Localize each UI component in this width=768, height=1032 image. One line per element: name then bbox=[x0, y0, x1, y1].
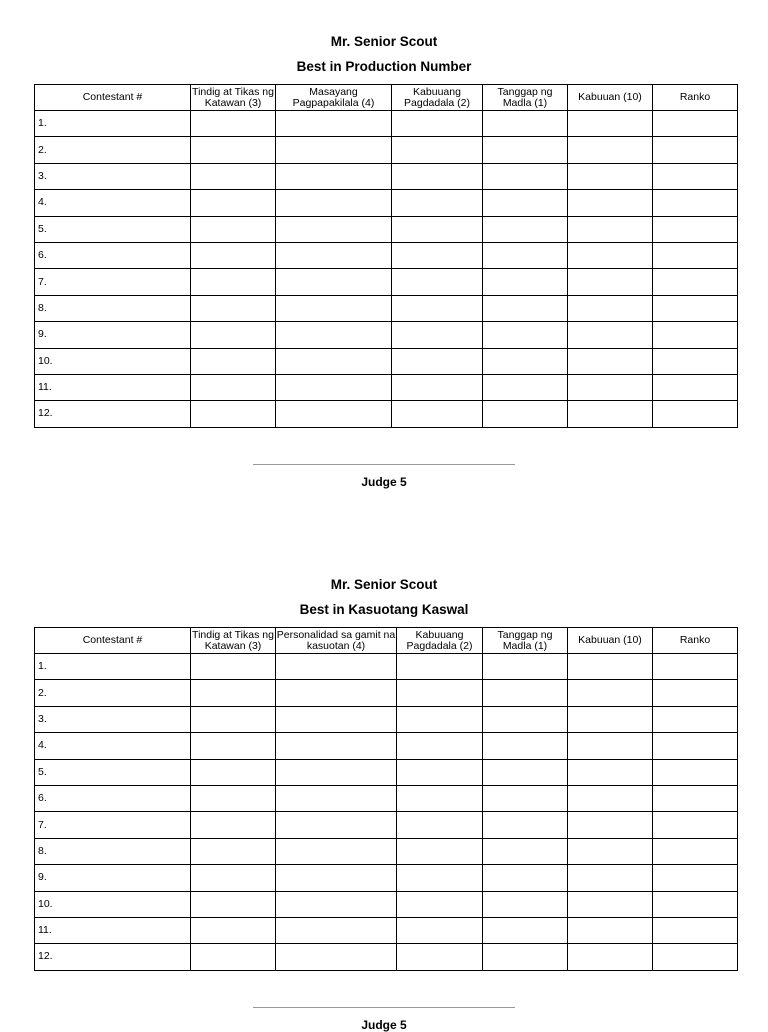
score-cell[interactable] bbox=[191, 348, 276, 374]
contestant-number: 4. bbox=[35, 190, 191, 216]
score-cell[interactable] bbox=[653, 680, 738, 706]
score-cell[interactable] bbox=[276, 190, 392, 216]
score-cell[interactable] bbox=[397, 680, 483, 706]
score-cell[interactable] bbox=[568, 917, 653, 943]
score-cell[interactable] bbox=[653, 111, 738, 137]
sheet-subtitle: Best in Production Number bbox=[296, 59, 472, 74]
score-cell[interactable] bbox=[397, 917, 483, 943]
score-cell[interactable] bbox=[483, 944, 568, 970]
contestant-number: 6. bbox=[35, 242, 191, 268]
score-cell[interactable] bbox=[191, 137, 276, 163]
score-cell[interactable] bbox=[397, 706, 483, 732]
table-header-row bbox=[35, 85, 738, 111]
score-cell[interactable] bbox=[568, 812, 653, 838]
score-cell[interactable] bbox=[276, 944, 397, 970]
score-cell[interactable] bbox=[397, 785, 483, 811]
table-row bbox=[35, 190, 738, 216]
score-cell[interactable] bbox=[483, 680, 568, 706]
score-cell[interactable] bbox=[276, 680, 397, 706]
score-cell[interactable] bbox=[191, 680, 276, 706]
score-cell[interactable] bbox=[483, 865, 568, 891]
score-cell[interactable] bbox=[397, 865, 483, 891]
contestant-number: 2. bbox=[35, 680, 191, 706]
score-cell[interactable] bbox=[568, 295, 653, 321]
table-row bbox=[35, 838, 738, 864]
score-cell[interactable] bbox=[392, 295, 483, 321]
contestant-number: 5. bbox=[35, 759, 191, 785]
contestant-number: 4. bbox=[35, 733, 191, 759]
score-cell[interactable] bbox=[397, 812, 483, 838]
score-cell[interactable] bbox=[568, 190, 653, 216]
score-cell[interactable] bbox=[276, 374, 392, 400]
score-cell[interactable] bbox=[653, 348, 738, 374]
contestant-number: 5. bbox=[35, 216, 191, 242]
score-cell[interactable] bbox=[276, 163, 392, 189]
score-cell[interactable] bbox=[653, 216, 738, 242]
contestant-number: 8. bbox=[35, 295, 191, 321]
score-cell[interactable] bbox=[191, 654, 276, 680]
table-row bbox=[35, 759, 738, 785]
contestant-number: 1. bbox=[35, 111, 191, 137]
score-cell[interactable] bbox=[653, 733, 738, 759]
contestant-number: 7. bbox=[35, 269, 191, 295]
table-row bbox=[35, 654, 738, 680]
score-cell[interactable] bbox=[276, 812, 397, 838]
score-cell[interactable] bbox=[392, 111, 483, 137]
score-cell[interactable] bbox=[392, 374, 483, 400]
judge-label: Judge 5 bbox=[361, 475, 407, 489]
table-row bbox=[35, 706, 738, 732]
column-header: Kabuuang Pagdadala (2) bbox=[392, 85, 483, 111]
column-header: Tanggap ng Madla (1) bbox=[483, 85, 568, 111]
score-cell[interactable] bbox=[483, 785, 568, 811]
score-cell[interactable] bbox=[653, 322, 738, 348]
score-cell[interactable] bbox=[276, 111, 392, 137]
score-cell[interactable] bbox=[568, 401, 653, 427]
score-cell[interactable] bbox=[483, 917, 568, 943]
score-cell[interactable] bbox=[653, 812, 738, 838]
sheet-title: Mr. Senior Scout bbox=[330, 34, 438, 49]
score-cell[interactable] bbox=[276, 322, 392, 348]
contestant-number: 3. bbox=[35, 163, 191, 189]
score-cell[interactable] bbox=[568, 242, 653, 268]
score-cell[interactable] bbox=[568, 163, 653, 189]
contestant-number: 12. bbox=[35, 401, 191, 427]
score-cell[interactable] bbox=[397, 891, 483, 917]
score-cell[interactable] bbox=[397, 838, 483, 864]
score-cell[interactable] bbox=[483, 812, 568, 838]
score-cell[interactable] bbox=[392, 137, 483, 163]
table-row bbox=[35, 917, 738, 943]
score-cell[interactable] bbox=[483, 216, 568, 242]
score-cell[interactable] bbox=[276, 654, 397, 680]
score-cell[interactable] bbox=[191, 322, 276, 348]
score-cell[interactable] bbox=[568, 322, 653, 348]
score-cell[interactable] bbox=[653, 190, 738, 216]
column-header: Kabuuan (10) bbox=[568, 85, 653, 111]
table-row bbox=[35, 374, 738, 400]
score-cell[interactable] bbox=[568, 733, 653, 759]
score-cell[interactable] bbox=[568, 111, 653, 137]
table-row bbox=[35, 163, 738, 189]
score-cell[interactable] bbox=[276, 917, 397, 943]
table-row bbox=[35, 401, 738, 427]
contestant-number: 10. bbox=[35, 891, 191, 917]
score-cell[interactable] bbox=[397, 759, 483, 785]
score-cell[interactable] bbox=[191, 242, 276, 268]
column-header: Ranko bbox=[653, 628, 738, 654]
score-cell[interactable] bbox=[397, 944, 483, 970]
score-cell[interactable] bbox=[191, 838, 276, 864]
score-cell[interactable] bbox=[276, 733, 397, 759]
contestant-number: 12. bbox=[35, 944, 191, 970]
column-header: Personalidad sa gamit na kasuotan (4) bbox=[276, 628, 396, 652]
column-header: Ranko bbox=[653, 85, 738, 111]
score-cell[interactable] bbox=[568, 891, 653, 917]
score-cell[interactable] bbox=[483, 242, 568, 268]
score-cell[interactable] bbox=[653, 163, 738, 189]
score-cell[interactable] bbox=[191, 401, 276, 427]
score-cell[interactable] bbox=[568, 680, 653, 706]
score-cell[interactable] bbox=[191, 269, 276, 295]
signature-line bbox=[253, 464, 515, 465]
table-row bbox=[35, 111, 738, 137]
score-cell[interactable] bbox=[568, 216, 653, 242]
score-cell[interactable] bbox=[191, 111, 276, 137]
score-cell[interactable] bbox=[191, 216, 276, 242]
sheet-title: Mr. Senior Scout bbox=[330, 577, 438, 592]
score-cell[interactable] bbox=[483, 163, 568, 189]
score-cell[interactable] bbox=[568, 865, 653, 891]
score-cell[interactable] bbox=[653, 374, 738, 400]
contestant-number: 11. bbox=[35, 917, 191, 943]
score-cell[interactable] bbox=[653, 785, 738, 811]
contestant-number: 9. bbox=[35, 865, 191, 891]
score-cell[interactable] bbox=[191, 733, 276, 759]
table-row bbox=[35, 295, 738, 321]
score-cell[interactable] bbox=[568, 838, 653, 864]
score-cell[interactable] bbox=[276, 865, 397, 891]
score-cell[interactable] bbox=[483, 137, 568, 163]
table-row bbox=[35, 891, 738, 917]
table-row bbox=[35, 680, 738, 706]
score-cell[interactable] bbox=[483, 401, 568, 427]
score-cell[interactable] bbox=[191, 785, 276, 811]
contestant-number: 9. bbox=[35, 322, 191, 348]
column-header: Masayang Pagpapakilala (4) bbox=[276, 85, 392, 111]
score-cell[interactable] bbox=[276, 269, 392, 295]
score-cell[interactable] bbox=[191, 865, 276, 891]
table-row bbox=[35, 812, 738, 838]
sheet-subtitle: Best in Kasuotang Kaswal bbox=[299, 602, 469, 617]
column-header: Tindig at Tikas ng Katawan (3) bbox=[192, 628, 274, 652]
table-row bbox=[35, 322, 738, 348]
score-cell[interactable] bbox=[191, 163, 276, 189]
score-cell[interactable] bbox=[483, 190, 568, 216]
contestant-number: 2. bbox=[35, 137, 191, 163]
score-cell[interactable] bbox=[392, 269, 483, 295]
score-cell[interactable] bbox=[568, 759, 653, 785]
score-cell[interactable] bbox=[483, 374, 568, 400]
contestant-number: 11. bbox=[35, 374, 191, 400]
column-header: Contestant # bbox=[35, 628, 191, 654]
score-cell[interactable] bbox=[392, 401, 483, 427]
column-header: Tanggap ng Madla (1) bbox=[483, 628, 568, 654]
contestant-number: 1. bbox=[35, 654, 191, 680]
judge-label: Judge 5 bbox=[361, 1018, 407, 1032]
table-row bbox=[35, 216, 738, 242]
score-cell[interactable] bbox=[483, 348, 568, 374]
score-cell[interactable] bbox=[483, 295, 568, 321]
score-cell[interactable] bbox=[483, 654, 568, 680]
score-cell[interactable] bbox=[276, 706, 397, 732]
score-cell[interactable] bbox=[276, 216, 392, 242]
score-cell[interactable] bbox=[568, 137, 653, 163]
table-row bbox=[35, 269, 738, 295]
column-header: Tindig at Tikas ng Katawan (3) bbox=[192, 85, 274, 109]
column-header: Kabuuan (10) bbox=[568, 628, 653, 654]
score-cell[interactable] bbox=[191, 190, 276, 216]
contestant-number: 7. bbox=[35, 812, 191, 838]
score-cell[interactable] bbox=[276, 295, 392, 321]
table-row bbox=[35, 733, 738, 759]
score-cell[interactable] bbox=[392, 163, 483, 189]
score-cell[interactable] bbox=[191, 706, 276, 732]
score-cell[interactable] bbox=[568, 944, 653, 970]
score-cell[interactable] bbox=[397, 654, 483, 680]
table-row bbox=[35, 785, 738, 811]
score-cell[interactable] bbox=[653, 838, 738, 864]
table-row bbox=[35, 865, 738, 891]
contestant-number: 6. bbox=[35, 785, 191, 811]
score-cell[interactable] bbox=[568, 374, 653, 400]
score-cell[interactable] bbox=[191, 917, 276, 943]
score-cell[interactable] bbox=[276, 348, 392, 374]
table-header-row bbox=[35, 628, 738, 654]
score-cell[interactable] bbox=[392, 190, 483, 216]
score-cell[interactable] bbox=[483, 733, 568, 759]
score-cell[interactable] bbox=[191, 812, 276, 838]
column-header: Kabuuang Pagdadala (2) bbox=[397, 628, 483, 654]
score-cell[interactable] bbox=[653, 759, 738, 785]
table-row bbox=[35, 137, 738, 163]
score-cell[interactable] bbox=[653, 242, 738, 268]
score-cell[interactable] bbox=[276, 137, 392, 163]
column-header: Contestant # bbox=[35, 85, 191, 111]
score-cell[interactable] bbox=[653, 137, 738, 163]
score-cell[interactable] bbox=[392, 242, 483, 268]
score-cell[interactable] bbox=[483, 322, 568, 348]
score-cell[interactable] bbox=[653, 891, 738, 917]
score-cell[interactable] bbox=[483, 269, 568, 295]
score-cell[interactable] bbox=[276, 242, 392, 268]
score-table bbox=[34, 627, 738, 971]
score-cell[interactable] bbox=[276, 838, 397, 864]
table-row bbox=[35, 944, 738, 970]
score-cell[interactable] bbox=[653, 269, 738, 295]
score-cell[interactable] bbox=[191, 374, 276, 400]
score-cell[interactable] bbox=[653, 295, 738, 321]
score-cell[interactable] bbox=[392, 322, 483, 348]
score-cell[interactable] bbox=[568, 706, 653, 732]
score-cell[interactable] bbox=[276, 759, 397, 785]
score-cell[interactable] bbox=[483, 838, 568, 864]
score-cell[interactable] bbox=[483, 891, 568, 917]
score-cell[interactable] bbox=[276, 401, 392, 427]
score-cell[interactable] bbox=[653, 865, 738, 891]
score-table bbox=[34, 84, 738, 428]
score-cell[interactable] bbox=[276, 785, 397, 811]
contestant-number: 10. bbox=[35, 348, 191, 374]
score-cell[interactable] bbox=[483, 759, 568, 785]
score-cell[interactable] bbox=[653, 706, 738, 732]
score-cell[interactable] bbox=[392, 348, 483, 374]
score-cell[interactable] bbox=[276, 891, 397, 917]
contestant-number: 8. bbox=[35, 838, 191, 864]
table-row bbox=[35, 348, 738, 374]
score-cell[interactable] bbox=[653, 654, 738, 680]
score-cell[interactable] bbox=[483, 111, 568, 137]
score-cell[interactable] bbox=[191, 891, 276, 917]
score-cell[interactable] bbox=[483, 706, 568, 732]
score-cell[interactable] bbox=[191, 759, 276, 785]
score-cell[interactable] bbox=[568, 348, 653, 374]
score-cell[interactable] bbox=[568, 785, 653, 811]
score-cell[interactable] bbox=[568, 269, 653, 295]
score-cell[interactable] bbox=[191, 944, 276, 970]
contestant-number: 3. bbox=[35, 706, 191, 732]
score-cell[interactable] bbox=[392, 216, 483, 242]
score-cell[interactable] bbox=[397, 733, 483, 759]
signature-line bbox=[253, 1007, 515, 1008]
score-cell[interactable] bbox=[653, 944, 738, 970]
score-cell[interactable] bbox=[191, 295, 276, 321]
score-cell[interactable] bbox=[653, 917, 738, 943]
score-cell[interactable] bbox=[568, 654, 653, 680]
score-cell[interactable] bbox=[653, 401, 738, 427]
table-row bbox=[35, 242, 738, 268]
